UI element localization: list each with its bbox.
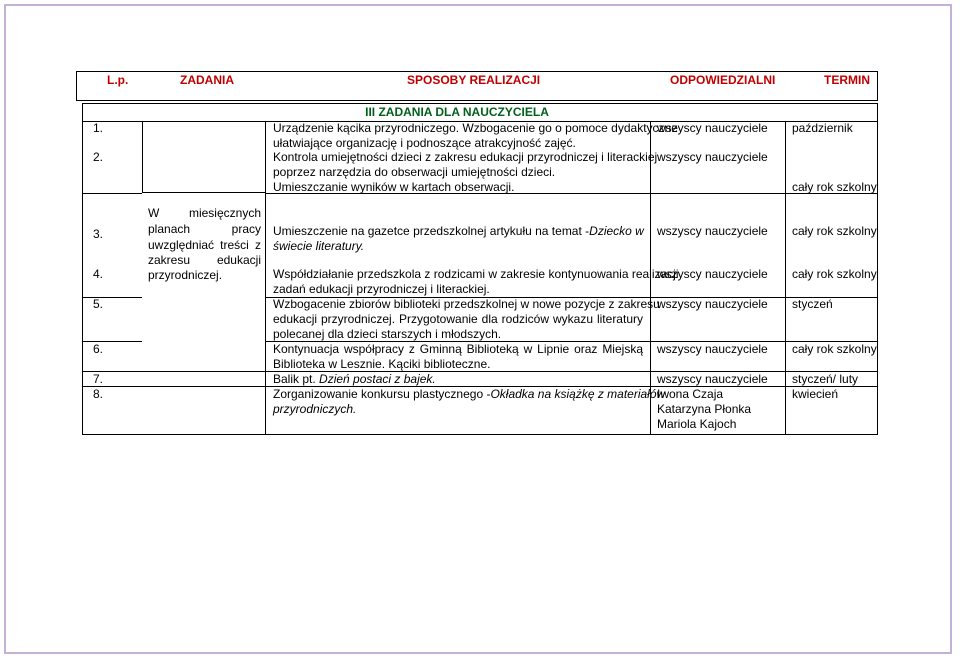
task-line-5: przyrodniczej. bbox=[148, 268, 223, 282]
row-8-term: kwiecień bbox=[792, 387, 839, 401]
row-divider bbox=[82, 297, 142, 298]
row-2-term: cały rok szkolny bbox=[792, 180, 877, 194]
header-odpowiedzialni: ODPOWIEDZIALNI bbox=[670, 73, 776, 87]
row-divider bbox=[82, 193, 142, 194]
row-4-term: cały rok szkolny bbox=[792, 267, 877, 281]
row-2-method-line-3: Umieszczanie wyników w kartach obserwacji. bbox=[273, 180, 515, 194]
task-line-4: zakresu edukacji bbox=[148, 253, 261, 267]
header-zadania: ZADANIA bbox=[180, 73, 234, 87]
row-4-responsible: wszyscy nauczyciele bbox=[657, 267, 768, 281]
header-termin: TERMIN bbox=[824, 73, 870, 87]
row-5-number: 5. bbox=[93, 297, 104, 311]
row-4-number: 4. bbox=[93, 267, 104, 281]
row-3-term: cały rok szkolny bbox=[792, 224, 877, 238]
row-8-responsible-1: Iwona Czaja bbox=[657, 387, 724, 401]
row-1-method-line-2: ułatwiające organizację i podnoszące atrakcyjność zajęć. bbox=[273, 136, 576, 150]
row-3-method-italic-2: świecie literatury. bbox=[273, 239, 365, 253]
row-6-method-line-1: Kontynuacja współpracy z Gminną Biblioteką w Lipnie oraz Miejską bbox=[273, 342, 643, 356]
row-2-number: 2. bbox=[93, 150, 104, 164]
header-lp: L.p. bbox=[107, 73, 129, 87]
column-divider bbox=[265, 121, 266, 434]
row-3-number: 3. bbox=[93, 227, 104, 241]
row-7-method-italic: Dzień postaci z bajek. bbox=[319, 372, 436, 386]
row-2-method-line-1: Kontrola umiejętności dzieci z zakresu edukacji przyrodniczej i literackiej bbox=[273, 150, 658, 164]
row-8-method-italic: Okładka na książkę z materiałów bbox=[490, 387, 666, 401]
task-line-2: planach pracy bbox=[148, 222, 261, 236]
row-4-method-line-1: Współdziałanie przedszkola z rodzicami w zakresie kontynuowania realizacji bbox=[273, 267, 679, 281]
row-5-method-line-3: polecanej dla dzieci starszych i młodszych. bbox=[273, 327, 502, 341]
row-divider bbox=[82, 341, 142, 342]
row-3-method-text: Umieszczenie na gazetce przedszkolnej artykułu na temat - bbox=[273, 224, 590, 238]
row-5-method-line-1: Wzbogacenie zbiorów biblioteki przedszkolnej w nowe pozycje z zakresu bbox=[273, 297, 660, 311]
row-5-term: styczeń bbox=[792, 297, 833, 311]
row-3-method-italic: Dziecko w bbox=[589, 224, 644, 238]
row-2-method-line-2: poprzez narzędzia do obserwacji umiejętności dzieci. bbox=[273, 165, 556, 179]
row-7-number: 7. bbox=[93, 372, 104, 386]
row-8-responsible-3: Mariola Kajoch bbox=[657, 417, 737, 431]
task-cell-top bbox=[142, 121, 266, 193]
row-5-method-line-2: edukacji przyrodniczej. Przygotowanie dla rodziców wykazu literatury bbox=[273, 312, 643, 326]
column-divider bbox=[785, 121, 786, 434]
row-1-number: 1. bbox=[93, 121, 104, 135]
row-6-term: cały rok szkolny bbox=[792, 342, 877, 356]
row-1-method-line-1: Urządzenie kącika przyrodniczego. Wzbogacenie go o pomoce dydaktyczne bbox=[273, 121, 678, 135]
row-7-term: styczeń/ luty bbox=[792, 372, 859, 386]
row-4-method-line-2: zadań edukacji przyrodniczej i literackiej. bbox=[273, 282, 490, 296]
row-8-number: 8. bbox=[93, 387, 104, 401]
row-7-responsible: wszyscy nauczyciele bbox=[657, 372, 768, 386]
row-8-method-line-1 bbox=[273, 387, 666, 403]
row-2-responsible: wszyscy nauczyciele bbox=[657, 150, 768, 164]
row-3-method-line-2 bbox=[273, 239, 364, 255]
row-1-term: październik bbox=[792, 121, 853, 135]
row-8-method-italic-2: przyrodniczych. bbox=[273, 402, 357, 416]
row-3-method-line-1 bbox=[273, 224, 643, 240]
row-5-responsible: wszyscy nauczyciele bbox=[657, 297, 768, 311]
row-8-method-text: Zorganizowanie konkursu plastycznego - bbox=[273, 387, 491, 401]
row-6-method-line-2: Biblioteka w Lesznie. Kąciki biblioteczne. bbox=[273, 357, 491, 371]
row-3-responsible: wszyscy nauczyciele bbox=[657, 224, 768, 238]
row-7-method bbox=[273, 372, 436, 388]
row-6-number: 6. bbox=[93, 342, 104, 356]
row-7-method-text: Balik pt. bbox=[273, 372, 320, 386]
header-sposoby: SPOSOBY REALIZACJI bbox=[407, 73, 541, 87]
row-8-responsible-2: Katarzyna Płonka bbox=[657, 402, 752, 416]
row-1-responsible: wszyscy nauczyciele bbox=[657, 121, 768, 135]
task-line-1: W miesięcznych bbox=[148, 206, 261, 220]
section-title: III ZADANIA DLA NAUCZYCIELA bbox=[365, 105, 549, 119]
task-line-3: uwzględniać treści z bbox=[148, 238, 261, 252]
row-8-method-line-2 bbox=[273, 402, 356, 418]
row-6-responsible: wszyscy nauczyciele bbox=[657, 342, 768, 356]
